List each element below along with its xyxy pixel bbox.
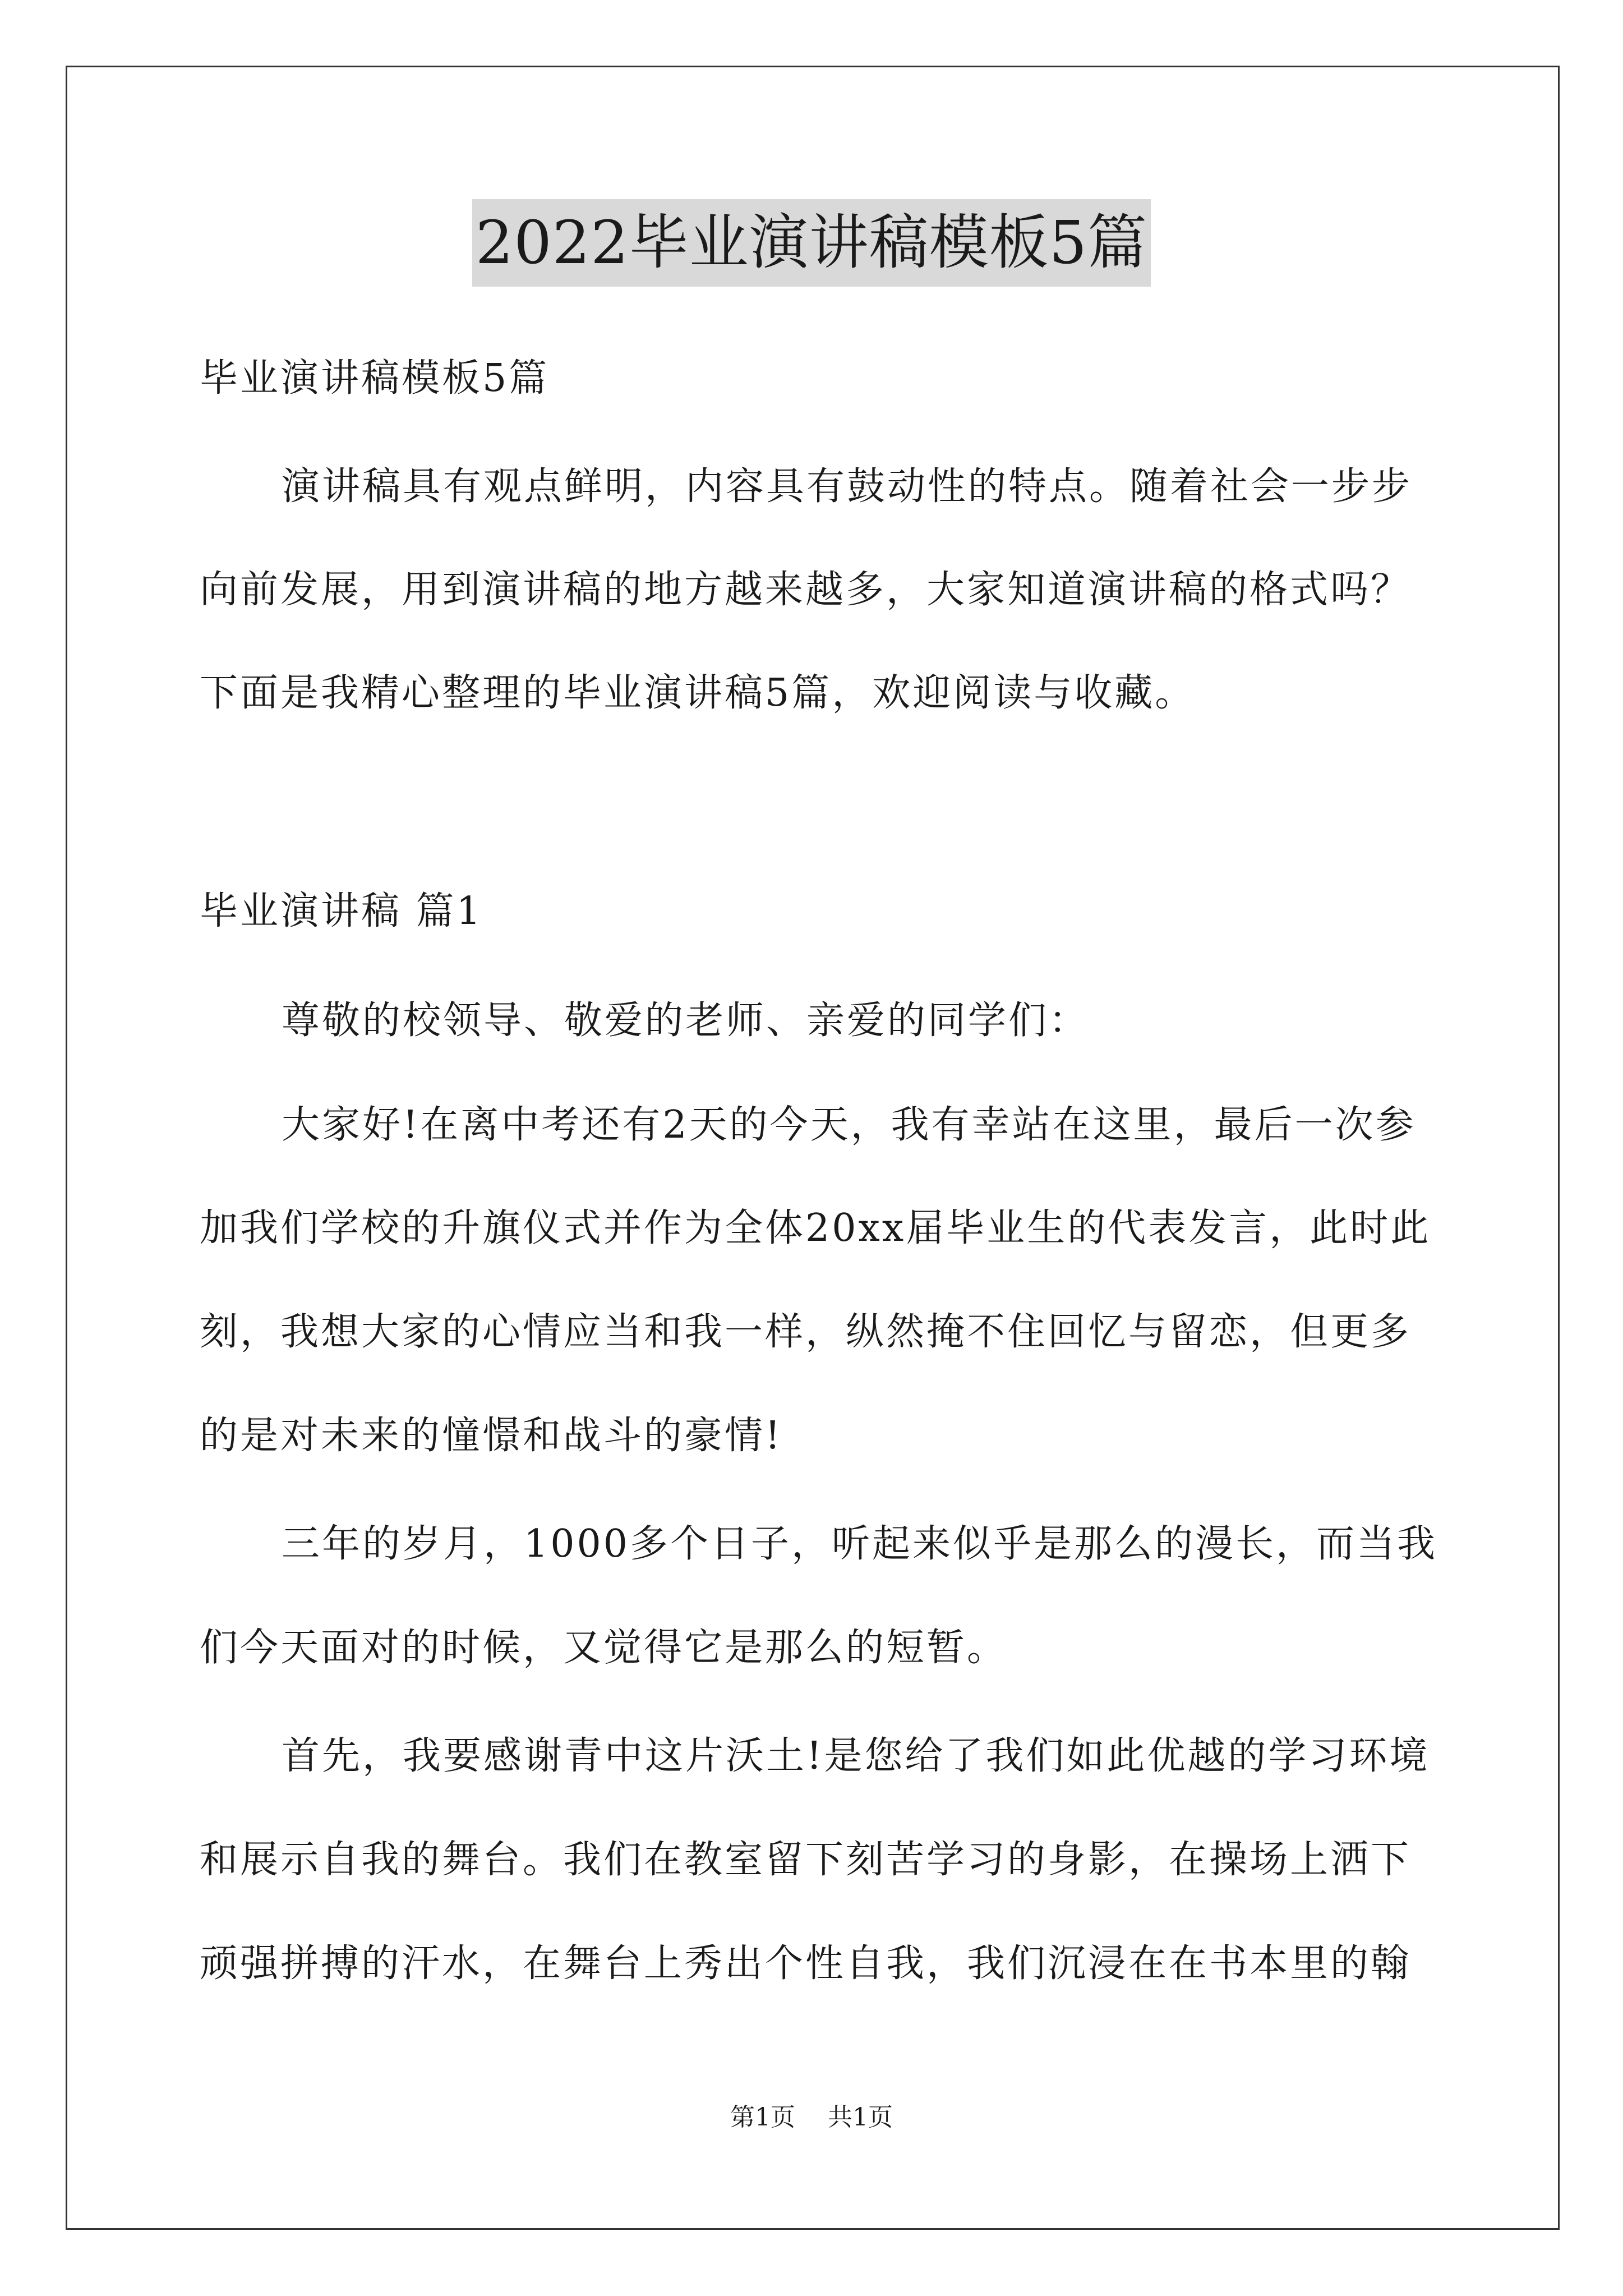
page-footer <box>0 2101 1623 2134</box>
paragraph-line: 大家好!在离中考还有2天的今天，我有幸站在这里，最后一次参 <box>282 1103 1416 1147</box>
subtitle-line: 毕业演讲稿模板5篇 <box>200 356 550 401</box>
document-title: 2022毕业演讲稿模板5篇 <box>472 199 1151 287</box>
paragraph-line: 演讲稿具有观点鲜明，内容具有鼓动性的特点。随着社会一步步 <box>282 464 1413 509</box>
paragraph-line: 和展示自我的舞台。我们在教室留下刻苦学习的身影，在操场上洒下 <box>200 1838 1412 1882</box>
paragraph-line: 三年的岁月，1000多个日子，听起来似乎是那么的漫长，而当我 <box>282 1522 1438 1566</box>
paragraph-line: 加我们学校的升旗仪式并作为全体20xx届毕业生的代表发言，此时此 <box>200 1206 1431 1250</box>
paragraph-line: 首先，我要感谢青中这片沃土!是您给了我们如此优越的学习环境 <box>282 1734 1430 1778</box>
title-wrap <box>0 199 1623 287</box>
paragraph-line: 向前发展，用到演讲稿的地方越来越多，大家知道演讲稿的格式吗？ <box>200 568 1412 612</box>
section-heading: 毕业演讲稿 篇1 <box>200 889 483 933</box>
page-total: 共1页 <box>828 2103 893 2132</box>
paragraph-line: 们今天面对的时候，又觉得它是那么的短暂。 <box>200 1626 1008 1670</box>
paragraph-line: 下面是我精心整理的毕业演讲稿5篇，欢迎阅读与收藏。 <box>200 671 1196 715</box>
paragraph-line: 顽强拼搏的汗水，在舞台上秀出个性自我，我们沉浸在在书本里的翰 <box>200 1941 1412 1986</box>
paragraph-line: 刻，我想大家的心情应当和我一样，纵然掩不住回忆与留恋，但更多 <box>200 1310 1412 1354</box>
page-number: 第1页 <box>730 2103 795 2132</box>
paragraph-line: 的是对未来的憧憬和战斗的豪情! <box>200 1414 783 1458</box>
paragraph-line: 尊敬的校领导、敬爱的老师、亲爱的同学们： <box>282 999 1090 1043</box>
